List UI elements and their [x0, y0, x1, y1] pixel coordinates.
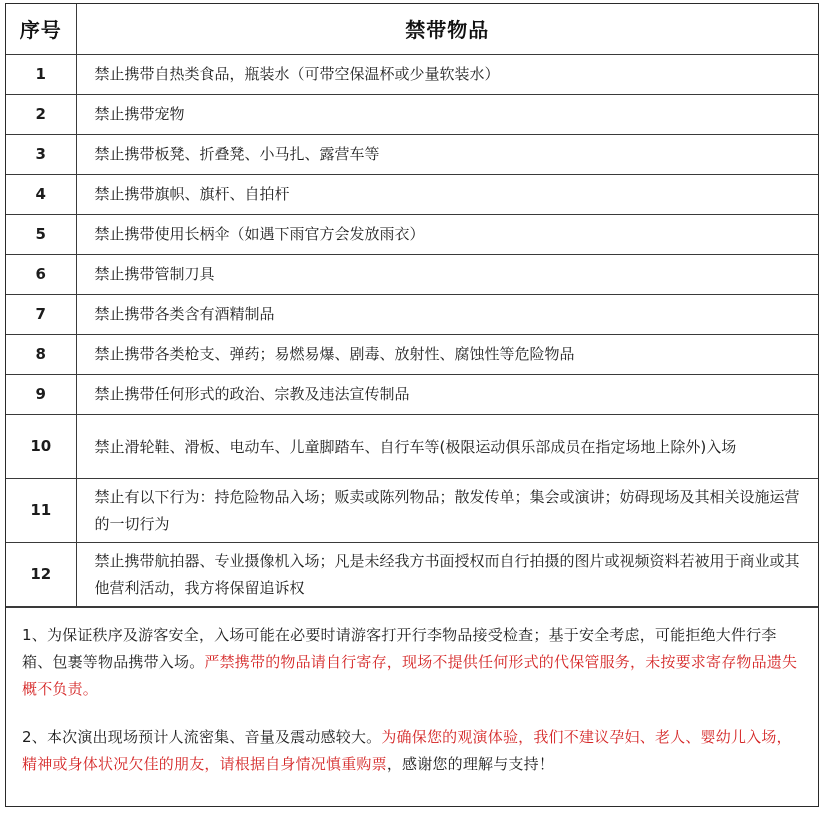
row-number: 8 [6, 334, 76, 374]
row-number: 12 [6, 542, 76, 606]
table-row [6, 294, 818, 334]
row-item-text: 禁止携带任何形式的政治、宗教及违法宣传制品 [76, 374, 818, 414]
row-number: 9 [6, 374, 76, 414]
table-row [6, 334, 818, 374]
row-number: 1 [6, 54, 76, 94]
row-item-text: 禁止携带宠物 [76, 94, 818, 134]
row-item-text: 禁止携带自热类食品，瓶装水（可带空保温杯或少量软装水） [76, 54, 818, 94]
note-2-text: 2、本次演出现场预计人流密集、音量及震动感较大。 [22, 727, 382, 746]
row-item-text: 禁止携带旗帜、旗杆、自拍杆 [76, 174, 818, 214]
row-number: 5 [6, 214, 76, 254]
note-1-warning: 严禁携带的物品请自行寄存，现场不提供任何形式的代保管服务，未按要求寄存物品遗失概不负责。 [22, 652, 798, 698]
note-1 [22, 622, 806, 703]
row-item-text: 禁止携带板凳、折叠凳、小马扎、露营车等 [76, 134, 818, 174]
row-item-text: 禁止携带航拍器、专业摄像机入场；凡是未经我方书面授权而自行拍摄的图片或视频资料若被用于商业或其他营利活动，我方将保留追诉权 [76, 542, 818, 606]
row-number: 4 [6, 174, 76, 214]
row-item-text: 禁止滑轮鞋、滑板、电动车、儿童脚踏车、自行车等(极限运动俱乐部成员在指定场地上除外)入场 [76, 414, 818, 478]
header-number: 序号 [6, 4, 76, 54]
table-row [6, 134, 818, 174]
table-row [6, 254, 818, 294]
row-item-text: 禁止携带各类含有酒精制品 [76, 294, 818, 334]
row-item-text: 禁止有以下行为：持危险物品入场；贩卖或陈列物品；散发传单；集会或演讲；妨碍现场及其相关设施运营的一切行为 [76, 478, 818, 542]
prohibited-items-notice [5, 3, 819, 807]
notes-section [6, 607, 818, 778]
note-2 [22, 724, 806, 778]
table-row [6, 414, 818, 478]
note-2-warning: 为确保您的观演体验，我们不建议孕妇、老人、婴幼儿入场，精神或身体状况欠佳的朋友，请根据自身情况慎重购票 [22, 727, 792, 773]
row-number: 10 [6, 414, 76, 478]
prohibited-items-table [6, 4, 818, 607]
note-1-text: 1、为保证秩序及游客安全，入场可能在必要时请游客打开行李物品接受检查；基于安全考虑，可能拒绝大件行李箱、包裹等物品携带入场。 [22, 625, 777, 671]
row-number: 2 [6, 94, 76, 134]
table-header-row [6, 4, 818, 54]
row-number: 11 [6, 478, 76, 542]
row-number: 7 [6, 294, 76, 334]
header-item: 禁带物品 [76, 4, 818, 54]
table-row [6, 478, 818, 542]
row-number: 6 [6, 254, 76, 294]
row-item-text: 禁止携带管制刀具 [76, 254, 818, 294]
row-item-text: 禁止携带各类枪支、弹药；易燃易爆、剧毒、放射性、腐蚀性等危险物品 [76, 334, 818, 374]
table-row [6, 174, 818, 214]
table-row [6, 374, 818, 414]
table-row [6, 94, 818, 134]
table-row [6, 54, 818, 94]
note-2-closing: ，感谢您的理解与支持！ [386, 754, 555, 773]
table-row [6, 214, 818, 254]
row-item-text: 禁止携带使用长柄伞（如遇下雨官方会发放雨衣） [76, 214, 818, 254]
table-row [6, 542, 818, 606]
row-number: 3 [6, 134, 76, 174]
